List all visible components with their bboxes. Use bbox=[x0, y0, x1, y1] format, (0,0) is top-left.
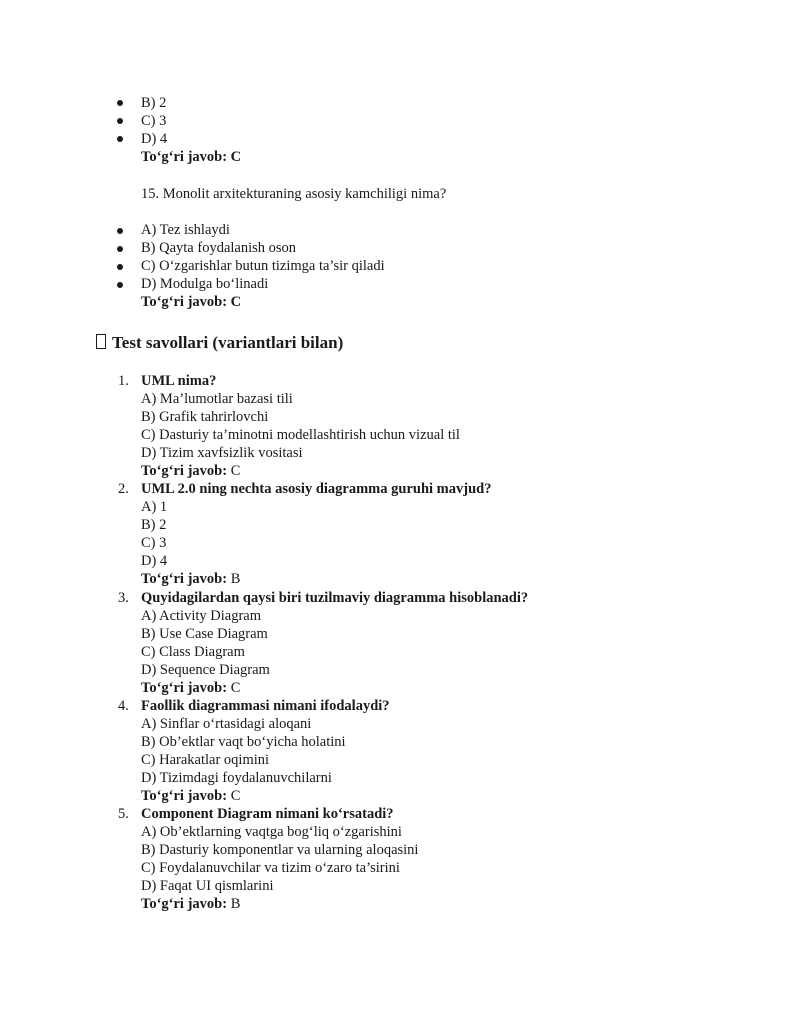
answer-value: C bbox=[230, 788, 241, 804]
option-d: D) Faqat UI qismlarini bbox=[141, 878, 274, 894]
correct-answer bbox=[141, 787, 240, 805]
option-c: C) Class Diagram bbox=[141, 644, 245, 660]
bullet bbox=[117, 100, 123, 106]
correct-answer bbox=[141, 679, 240, 697]
option-c: C) 3 bbox=[141, 113, 167, 129]
question-text: UML 2.0 ning nechta asosiy diagramma guruhi mavjud? bbox=[141, 481, 492, 497]
option-a: A) Sinflar o‘rtasidagi aloqani bbox=[141, 716, 312, 732]
question-text: 15. Monolit arxitekturaning asosiy kamchiligi nima? bbox=[141, 186, 447, 202]
option-c: C) 3 bbox=[141, 535, 167, 551]
answer-label: To‘g‘ri javob: bbox=[141, 788, 228, 804]
section-heading bbox=[96, 333, 343, 353]
correct-answer: To‘g‘ri javob: C bbox=[141, 149, 242, 165]
option-d: D) 4 bbox=[141, 131, 168, 147]
option-c: C) Harakatlar oqimini bbox=[141, 752, 270, 768]
question-text: Quyidagilardan qaysi biri tuzilmaviy diagramma hisoblanadi? bbox=[141, 590, 529, 606]
answer-label: To‘g‘ri javob: bbox=[141, 571, 228, 587]
correct-answer bbox=[141, 895, 240, 913]
option-b: B) Qayta foydalanish oson bbox=[141, 240, 297, 256]
question-number: 3. bbox=[118, 590, 129, 606]
answer-label: To‘g‘ri javob: bbox=[141, 463, 228, 479]
option-d: D) Sequence Diagram bbox=[141, 662, 270, 678]
option-b: B) Use Case Diagram bbox=[141, 626, 268, 642]
option-b: B) 2 bbox=[141, 517, 167, 533]
question-number: 4. bbox=[118, 698, 129, 714]
option-a: A) Tez ishlaydi bbox=[141, 222, 230, 238]
bullet bbox=[117, 228, 123, 234]
answer-value: B bbox=[230, 571, 241, 587]
option-b: B) 2 bbox=[141, 95, 167, 111]
answer-value: C bbox=[230, 463, 241, 479]
bullet bbox=[117, 118, 123, 124]
bullet bbox=[117, 136, 123, 142]
checkbox-icon bbox=[96, 334, 106, 349]
option-c: C) Foydalanuvchilar va tizim o‘zaro ta’sirini bbox=[141, 860, 400, 876]
bullet bbox=[117, 282, 123, 288]
option-b: B) Grafik tahrirlovchi bbox=[141, 409, 269, 425]
option-d: D) Modulga bo‘linadi bbox=[141, 276, 269, 292]
answer-label: To‘g‘ri javob: bbox=[141, 680, 228, 696]
option-a: A) 1 bbox=[141, 499, 168, 515]
option-b: B) Ob’ektlar vaqt bo‘yicha holatini bbox=[141, 734, 346, 750]
bullet bbox=[117, 264, 123, 270]
question-number: 1. bbox=[118, 373, 129, 389]
question-text: Faollik diagrammasi nimani ifodalaydi? bbox=[141, 698, 390, 714]
question-number: 5. bbox=[118, 806, 129, 822]
correct-answer bbox=[141, 462, 240, 480]
correct-answer: To‘g‘ri javob: C bbox=[141, 294, 242, 310]
answer-value: C bbox=[230, 680, 241, 696]
option-c: C) O‘zgarishlar butun tizimga ta’sir qiladi bbox=[141, 258, 385, 274]
correct-answer bbox=[141, 570, 240, 588]
section-title: Test savollari (variantlari bilan) bbox=[112, 333, 344, 352]
option-a: A) Ob’ektlarning vaqtga bog‘liq o‘zgarishini bbox=[141, 824, 402, 840]
answer-label: To‘g‘ri javob: bbox=[141, 896, 228, 912]
question-number: 2. bbox=[118, 481, 129, 497]
option-d: D) 4 bbox=[141, 553, 168, 569]
question-text: UML nima? bbox=[141, 373, 217, 389]
option-b: B) Dasturiy komponentlar va ularning aloqasini bbox=[141, 842, 419, 858]
option-d: D) Tizimdagi foydalanuvchilarni bbox=[141, 770, 332, 786]
option-a: A) Activity Diagram bbox=[141, 608, 262, 624]
bullet bbox=[117, 246, 123, 252]
option-c: C) Dasturiy ta’minotni modellashtirish uchun vizual til bbox=[141, 427, 460, 443]
option-a: A) Ma’lumotlar bazasi tili bbox=[141, 391, 293, 407]
question-text: Component Diagram nimani ko‘rsatadi? bbox=[141, 806, 394, 822]
option-d: D) Tizim xavfsizlik vositasi bbox=[141, 445, 303, 461]
answer-value: B bbox=[230, 896, 241, 912]
